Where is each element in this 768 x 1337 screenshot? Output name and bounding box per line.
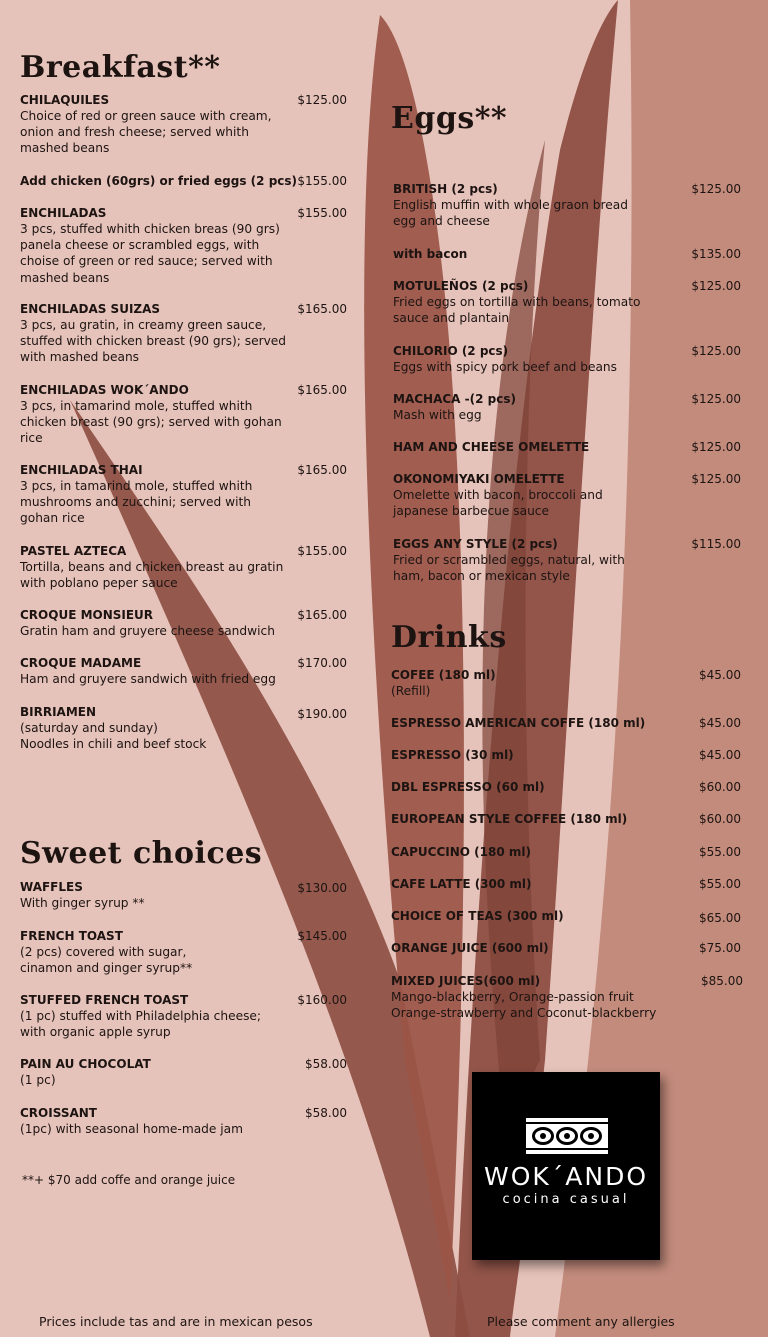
item-price: $125.00 [691, 392, 741, 406]
menu-item: STUFFED FRENCH TOAST (1 pc) stuffed with Philadelphia cheese; with organic apple syrup [20, 993, 262, 1040]
item-price: $135.00 [691, 247, 741, 261]
item-price: $190.00 [297, 707, 347, 721]
menu-item: DBL ESPRESSO (60 ml) [391, 780, 545, 794]
item-price: $125.00 [691, 472, 741, 486]
menu-item: CHILAQUILES Choice of red or green sauce with cream, onion and fresh cheese; served whith mashed beans [20, 93, 272, 156]
item-price: $160.00 [297, 993, 347, 1007]
menu-item: WAFFLES With ginger syrup ** [20, 880, 145, 910]
logo-tagline: cocina casual [502, 1192, 630, 1207]
menu-item: BIRRIAMEN (saturday and sunday) Noodles in chili and beef stock [20, 705, 207, 752]
drinks-title: Drinks [391, 620, 507, 655]
item-price: $165.00 [297, 302, 347, 316]
menu-item: BRITISH (2 pcs) English muffin with whole graon bread egg and cheese [393, 182, 628, 229]
item-price: $60.00 [699, 812, 741, 826]
item-price: $58.00 [305, 1106, 347, 1120]
item-price: $125.00 [691, 344, 741, 358]
item-price: $145.00 [297, 929, 347, 943]
eggs-title: Eggs** [391, 101, 508, 136]
menu-item: PAIN AU CHOCOLAT (1 pc) [20, 1057, 151, 1087]
menu-item: MIXED JUICES(600 ml) Mango-blackberry, Orange-passion fruit Orange-strawberry and Coconut-blackberry [391, 974, 657, 1021]
menu-item: CROQUE MADAME Ham and gruyere sandwich with fried egg [20, 656, 276, 686]
item-price: $45.00 [699, 748, 741, 762]
menu-item: with bacon [393, 247, 468, 261]
menu-item: CHOICE OF TEAS (300 ml) [391, 909, 564, 923]
item-price: $55.00 [699, 845, 741, 859]
item-price: $125.00 [691, 279, 741, 293]
item-price: $58.00 [305, 1057, 347, 1071]
menu-item: CHILORIO (2 pcs) Eggs with spicy pork beef and beans [393, 344, 617, 374]
menu-item: ENCHILADAS THAI 3 pcs, in tamarind mole, stuffed whith mushrooms and zucchini; served with gohan rice [20, 463, 253, 526]
menu-item: HAM AND CHEESE OMELETTE [393, 440, 590, 454]
breakfast-title: Breakfast** [20, 50, 221, 85]
menu-item: CROQUE MONSIEUR Gratin ham and gruyere cheese sandwich [20, 608, 275, 638]
item-price: $125.00 [297, 93, 347, 107]
menu-item: OKONOMIYAKI OMELETTE Omelette with bacon, broccoli and japanese barbecue sauce [393, 472, 603, 519]
menu-item: CROISSANT (1pc) with seasonal home-made jam [20, 1106, 244, 1136]
menu-item: ORANGE JUICE (600 ml) [391, 941, 549, 955]
menu-item: FRENCH TOAST (2 pcs) covered with sugar, cinamon and ginger syrup** [20, 929, 193, 976]
item-price: $60.00 [699, 780, 741, 794]
menu-item: CAFE LATTE (300 ml) [391, 877, 532, 891]
item-price: $170.00 [297, 656, 347, 670]
footer-allergies-note: Please comment any allergies [487, 1314, 675, 1329]
menu-item: PASTEL AZTECA Tortilla, beans and chicken breast au gratin with poblano peper sauce [20, 544, 284, 591]
item-price: $45.00 [699, 716, 741, 730]
item-price: $85.00 [701, 974, 743, 988]
item-price: $125.00 [691, 182, 741, 196]
item-price: $75.00 [699, 941, 741, 955]
sweet-title: Sweet choices [20, 836, 263, 871]
item-price: $155.00 [297, 174, 347, 188]
item-price: $55.00 [699, 877, 741, 891]
menu-item: ENCHILADAS SUIZAS 3 pcs, au gratin, in creamy green sauce, stuffed with chicken breast (90 grs); served with mashed beans [20, 302, 287, 365]
item-price: $125.00 [691, 440, 741, 454]
menu-item: MACHACA -(2 pcs) Mash with egg [393, 392, 516, 422]
combo-note: **+ $70 add coffe and orange juice [22, 1173, 236, 1187]
menu-item: CAPUCCINO (180 ml) [391, 845, 531, 859]
item-price: $45.00 [699, 668, 741, 682]
logo-name: WOK´ANDO [483, 1162, 649, 1191]
menu-item: ESPRESSO (30 ml) [391, 748, 514, 762]
brand-logo [472, 1072, 660, 1260]
item-price: $115.00 [691, 537, 741, 551]
menu-item: MOTULEÑOS (2 pcs) Fried eggs on tortilla with beans, tomato sauce and plantain [393, 279, 641, 326]
item-price: $65.00 [699, 911, 741, 925]
menu-item: EGGS ANY STYLE (2 pcs) Fried or scrambled eggs, natural, with ham, bacon or mexican style [393, 537, 625, 584]
item-price: $155.00 [297, 544, 347, 558]
item-price: $165.00 [297, 463, 347, 477]
item-price: $165.00 [297, 608, 347, 622]
item-price: $130.00 [297, 881, 347, 895]
menu-item: COFEE (180 ml) (Refill) [391, 668, 496, 698]
menu-item: ESPRESSO AMERICAN COFFE (180 ml) [391, 716, 646, 730]
footer-prices-note: Prices include tas and are in mexican pesos [39, 1314, 313, 1329]
menu-item: ENCHILADAS WOK´ANDO 3 pcs, in tamarind mole, stuffed whith chicken breast (90 grs); served with gohan rice [20, 383, 282, 446]
three-eggs-logo-icon [526, 1118, 608, 1154]
menu-item: ENCHILADAS 3 pcs, stuffed whith chicken breas (90 grs) panela cheese or scrambled eggs, with choise of green or red sauce; served with mashed beans [20, 206, 280, 285]
item-price: $165.00 [297, 383, 347, 397]
menu-item: EUROPEAN STYLE COFFEE (180 ml) [391, 812, 628, 826]
item-price: $155.00 [297, 206, 347, 220]
menu-item: Add chicken (60grs) or fried eggs (2 pcs) [20, 174, 298, 188]
